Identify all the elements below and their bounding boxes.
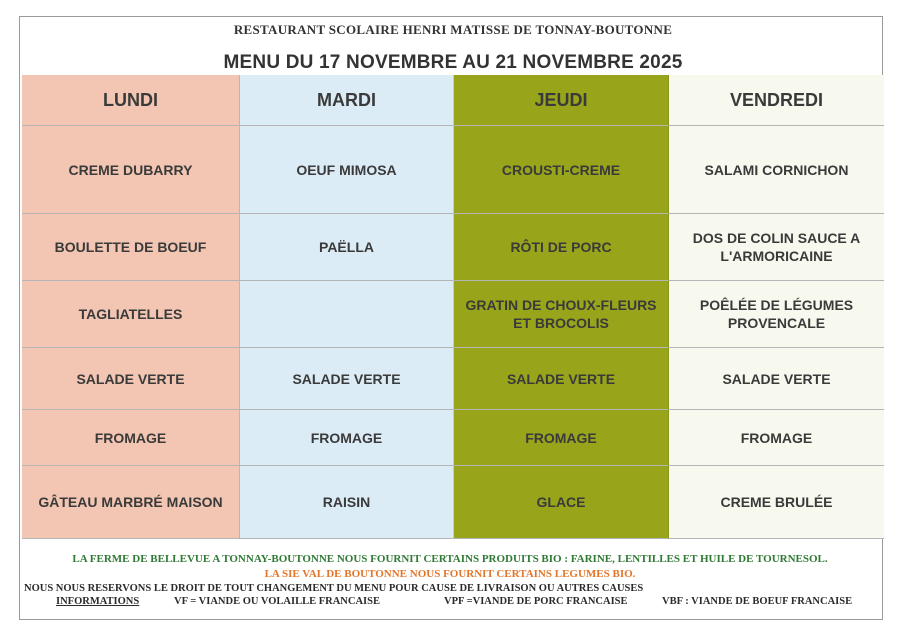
information-row bbox=[24, 596, 874, 610]
menu-cell: DOS DE COLIN SAUCE A L'ARMORICAINE bbox=[669, 214, 884, 281]
farm-notice: LA FERME DE BELLEVUE A TONNAY-BOUTONNE NOUS FOURNIT CERTAINS PRODUITS BIO : FARINE, LENTILLES ET HUILE DE TOURNESOL. bbox=[72, 553, 828, 565]
menu-cell: GLACE bbox=[454, 466, 669, 539]
menu-title: MENU DU 17 NOVEMBRE AU 21 NOVEMBRE 2025 bbox=[223, 52, 683, 73]
menu-cell: POÊLÉE DE LÉGUMES PROVENCALE bbox=[669, 281, 884, 348]
day-header-vendredi: VENDREDI bbox=[669, 75, 884, 126]
menu-cell: BOULETTE DE BOEUF bbox=[22, 214, 240, 281]
menu-cell: SALAMI CORNICHON bbox=[669, 126, 884, 214]
menu-table bbox=[22, 75, 884, 539]
menu-cell: GRATIN DE CHOUX-FLEURS ET BROCOLIS bbox=[454, 281, 669, 348]
vbf-legend: VBF : VIANDE DE BOEUF FRANCAISE bbox=[662, 596, 853, 607]
menu-cell: FROMAGE bbox=[454, 410, 669, 466]
menu-cell: SALADE VERTE bbox=[240, 348, 454, 410]
menu-cell: GÂTEAU MARBRÉ MAISON bbox=[22, 466, 240, 539]
sie-notice: LA SIE VAL DE BOUTONNE NOUS FOURNIT CERTAINS LEGUMES BIO. bbox=[264, 568, 636, 580]
vpf-legend: VPF =VIANDE DE PORC FRANCAISE bbox=[444, 596, 628, 607]
menu-cell: RÔTI DE PORC bbox=[454, 214, 669, 281]
day-header-jeudi: JEUDI bbox=[454, 75, 669, 126]
day-header-mardi: MARDI bbox=[240, 75, 454, 126]
menu-cell bbox=[240, 281, 454, 348]
menu-cell: SALADE VERTE bbox=[22, 348, 240, 410]
menu-cell: FROMAGE bbox=[669, 410, 884, 466]
information-label: INFORMATIONS bbox=[56, 596, 140, 607]
menu-cell: SALADE VERTE bbox=[454, 348, 669, 410]
menu-cell: SALADE VERTE bbox=[669, 348, 884, 410]
menu-cell: FROMAGE bbox=[22, 410, 240, 466]
menu-cell: TAGLIATELLES bbox=[22, 281, 240, 348]
menu-cell: RAISIN bbox=[240, 466, 454, 539]
menu-cell: CREME DUBARRY bbox=[22, 126, 240, 214]
reserve-notice: NOUS NOUS RESERVONS LE DROIT DE TOUT CHANGEMENT DU MENU POUR CAUSE DE LIVRAISON OU AUTRES CAUSES bbox=[24, 583, 644, 594]
menu-cell: CREME BRULÉE bbox=[669, 466, 884, 539]
menu-cell: PAËLLA bbox=[240, 214, 454, 281]
menu-cell: CROUSTI-CREME bbox=[454, 126, 669, 214]
restaurant-name: RESTAURANT SCOLAIRE HENRI MATISSE DE TONNAY-BOUTONNE bbox=[233, 22, 673, 37]
vf-legend: VF = VIANDE OU VOLAILLE FRANCAISE bbox=[174, 596, 380, 607]
menu-cell: FROMAGE bbox=[240, 410, 454, 466]
day-header-lundi: LUNDI bbox=[22, 75, 240, 126]
menu-cell: OEUF MIMOSA bbox=[240, 126, 454, 214]
